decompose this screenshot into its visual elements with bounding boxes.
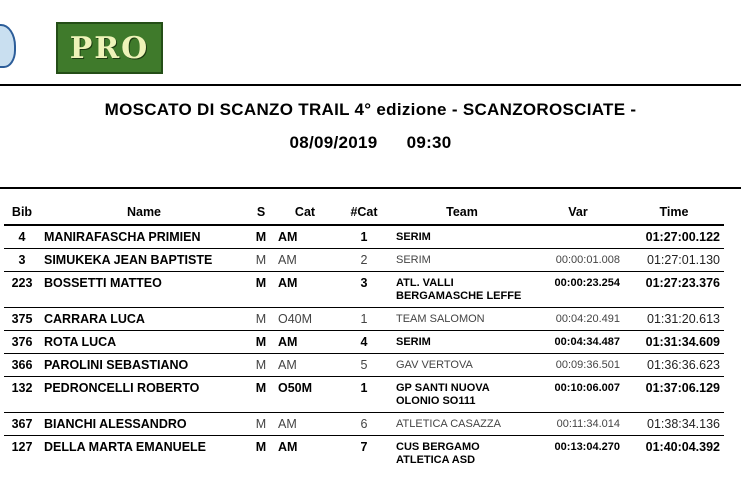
logo-text: PRO [69, 30, 150, 66]
bib-cell: 376 [4, 331, 40, 354]
gap-cell: 00:00:23.254 [532, 272, 624, 308]
gap-cell: 00:04:20.491 [532, 308, 624, 331]
name-cell: MANIRAFASCHA PRIMIEN [40, 225, 248, 249]
sex-cell: M [248, 413, 274, 436]
sex-cell: M [248, 308, 274, 331]
gap-cell: 00:09:36.501 [532, 354, 624, 377]
team-cell: GAV VERTOVA [392, 354, 532, 377]
category-cell: AM [274, 413, 336, 436]
team-cell: SERIM [392, 331, 532, 354]
bib-cell: 223 [4, 272, 40, 308]
header-top-rule [0, 84, 741, 86]
finish-time-cell: 01:31:34.609 [624, 331, 724, 354]
sex-cell: M [248, 331, 274, 354]
name-cell: BOSSETTI MATTEO [40, 272, 248, 308]
table-row [4, 225, 724, 249]
category-rank-cell: 3 [336, 272, 392, 308]
name-cell: PEDRONCELLI ROBERTO [40, 377, 248, 413]
sex-cell: M [248, 225, 274, 249]
gap-cell: 00:13:04.270 [532, 436, 624, 472]
col-header-team: Team [446, 205, 478, 219]
bib-cell: 367 [4, 413, 40, 436]
category-cell: O40M [274, 308, 336, 331]
finish-time-cell: 01:37:06.129 [624, 377, 724, 413]
bib-cell: 366 [4, 354, 40, 377]
category-rank-cell: 7 [336, 436, 392, 472]
name-cell: ROTA LUCA [40, 331, 248, 354]
category-rank-cell: 6 [336, 413, 392, 436]
col-header-cat-rank: #Cat [350, 205, 378, 219]
category-rank-cell: 1 [336, 308, 392, 331]
table-row [4, 331, 724, 354]
team-cell: SERIM [392, 249, 532, 272]
sex-cell: M [248, 377, 274, 413]
col-header-bib: Bib [11, 205, 33, 219]
event-date: 08/09/2019 [289, 133, 378, 152]
bib-cell: 375 [4, 308, 40, 331]
event-title: MOSCATO DI SCANZO TRAIL 4° edizione - SCANZOROSCIATE - [104, 100, 637, 119]
finish-time-cell: 01:38:34.136 [624, 413, 724, 436]
col-header-name: Name [126, 205, 162, 219]
category-rank-cell: 1 [336, 377, 392, 413]
col-header-time: Time [659, 205, 689, 219]
category-cell: AM [274, 331, 336, 354]
sex-cell: M [248, 249, 274, 272]
sex-cell: M [248, 354, 274, 377]
bib-cell: 4 [4, 225, 40, 249]
sex-cell: M [248, 436, 274, 472]
table-row [4, 249, 724, 272]
name-cell: SIMUKEKA JEAN BAPTISTE [40, 249, 248, 272]
finish-time-cell: 01:27:00.122 [624, 225, 724, 249]
bib-cell: 3 [4, 249, 40, 272]
table-row [4, 354, 724, 377]
table-header-row [4, 200, 724, 225]
gap-cell [532, 225, 624, 249]
category-cell: AM [274, 249, 336, 272]
team-cell: CUS BERGAMO ATLETICA ASD [392, 436, 532, 472]
col-header-sex: S [256, 205, 266, 219]
category-rank-cell: 1 [336, 225, 392, 249]
bib-cell: 127 [4, 436, 40, 472]
results-table [4, 200, 724, 471]
table-row [4, 272, 724, 308]
category-cell: O50M [274, 377, 336, 413]
event-datetime [0, 133, 741, 153]
gap-cell: 00:04:34.487 [532, 331, 624, 354]
name-cell: DELLA MARTA EMANUELE [40, 436, 248, 472]
table-row [4, 308, 724, 331]
event-time: 09:30 [406, 133, 452, 152]
team-cell: GP SANTI NUOVA OLONIO SO111 [392, 377, 532, 413]
finish-time-cell: 01:27:01.130 [624, 249, 724, 272]
pro-loco-logo [56, 22, 163, 74]
finish-time-cell: 01:31:20.613 [624, 308, 724, 331]
municipal-crest-logo [0, 24, 16, 68]
table-row [4, 413, 724, 436]
category-cell: AM [274, 225, 336, 249]
team-cell: ATL. VALLI BERGAMASCHE LEFFE [392, 272, 532, 308]
finish-time-cell: 01:27:23.376 [624, 272, 724, 308]
col-header-cat: Cat [294, 205, 316, 219]
finish-time-cell: 01:40:04.392 [624, 436, 724, 472]
category-rank-cell: 2 [336, 249, 392, 272]
category-cell: AM [274, 354, 336, 377]
header-bottom-rule [0, 187, 741, 189]
name-cell: CARRARA LUCA [40, 308, 248, 331]
team-cell: ATLETICA CASAZZA [392, 413, 532, 436]
table-row [4, 377, 724, 413]
sex-cell: M [248, 272, 274, 308]
team-cell: TEAM SALOMON [392, 308, 532, 331]
name-cell: PAROLINI SEBASTIANO [40, 354, 248, 377]
table-row [4, 436, 724, 472]
gap-cell: 00:00:01.008 [532, 249, 624, 272]
category-cell: AM [274, 272, 336, 308]
col-header-var: Var [568, 205, 588, 219]
category-rank-cell: 4 [336, 331, 392, 354]
name-cell: BIANCHI ALESSANDRO [40, 413, 248, 436]
gap-cell: 00:11:34.014 [532, 413, 624, 436]
category-rank-cell: 5 [336, 354, 392, 377]
team-cell: SERIM [392, 225, 532, 249]
gap-cell: 00:10:06.007 [532, 377, 624, 413]
bib-cell: 132 [4, 377, 40, 413]
finish-time-cell: 01:36:36.623 [624, 354, 724, 377]
category-cell: AM [274, 436, 336, 472]
